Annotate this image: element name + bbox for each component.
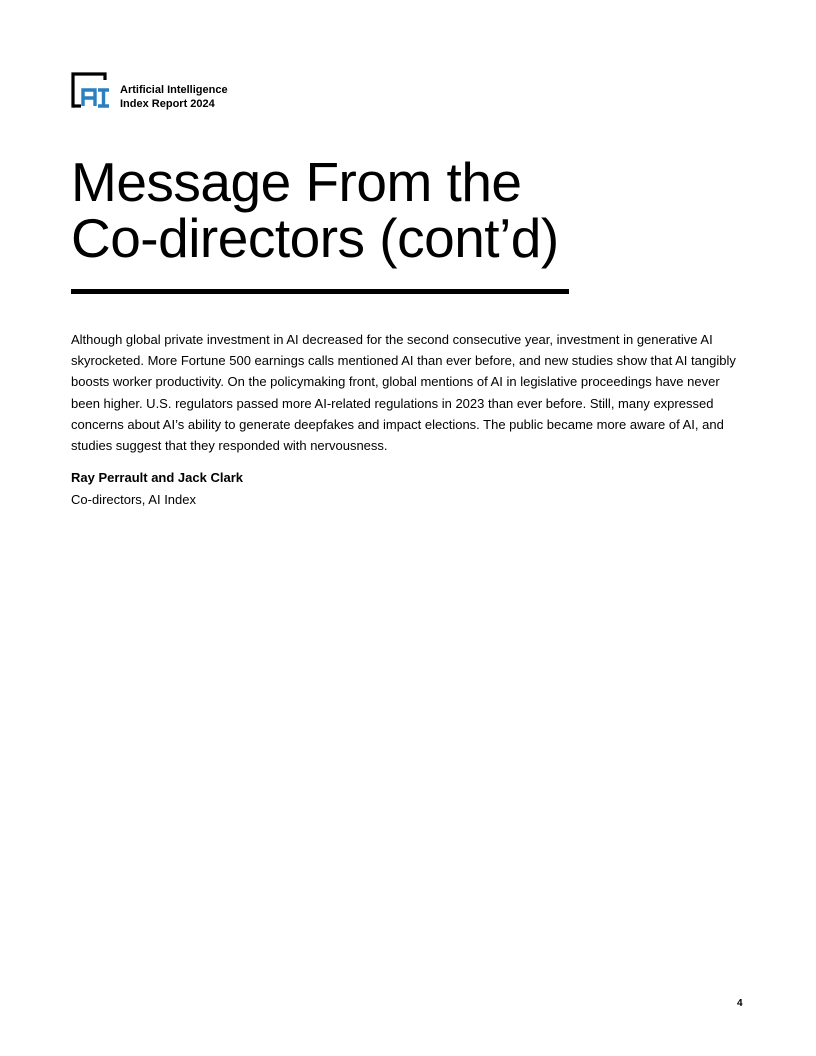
brand-line-2: Index Report 2024 bbox=[120, 98, 215, 110]
signature-role: Co-directors, AI Index bbox=[71, 492, 196, 507]
body-paragraph: Although global private investment in AI decreased for the second consecutive year, investment in generative AI skyrocketed. More Fortune 500 earnings calls mentioned AI than ever before, and new studies show that AI tangibly boosts worker productivity. On the policymaking front, global mentions of AI in legislative proceedings have never been higher. U.S. regulators passed more AI-related regulations in 2023 than ever before. Still, many expressed concerns about AI’s ability to generate deepfakes and impact elections. The public became more aware of AI, and studies suggest that they responded with nervousness. bbox=[71, 332, 736, 454]
brand-line-1: Artificial Intelligence bbox=[120, 84, 228, 96]
ai-index-logo-icon bbox=[71, 72, 111, 108]
page-number: 4 bbox=[737, 998, 743, 1009]
signature-names: Ray Perrault and Jack Clark bbox=[71, 470, 243, 485]
title-line-2: Co-directors (cont’d) bbox=[71, 207, 559, 269]
page-title bbox=[71, 151, 631, 269]
report-brand bbox=[120, 83, 228, 111]
title-divider bbox=[71, 289, 569, 294]
title-line-1: Message From the bbox=[71, 151, 522, 213]
